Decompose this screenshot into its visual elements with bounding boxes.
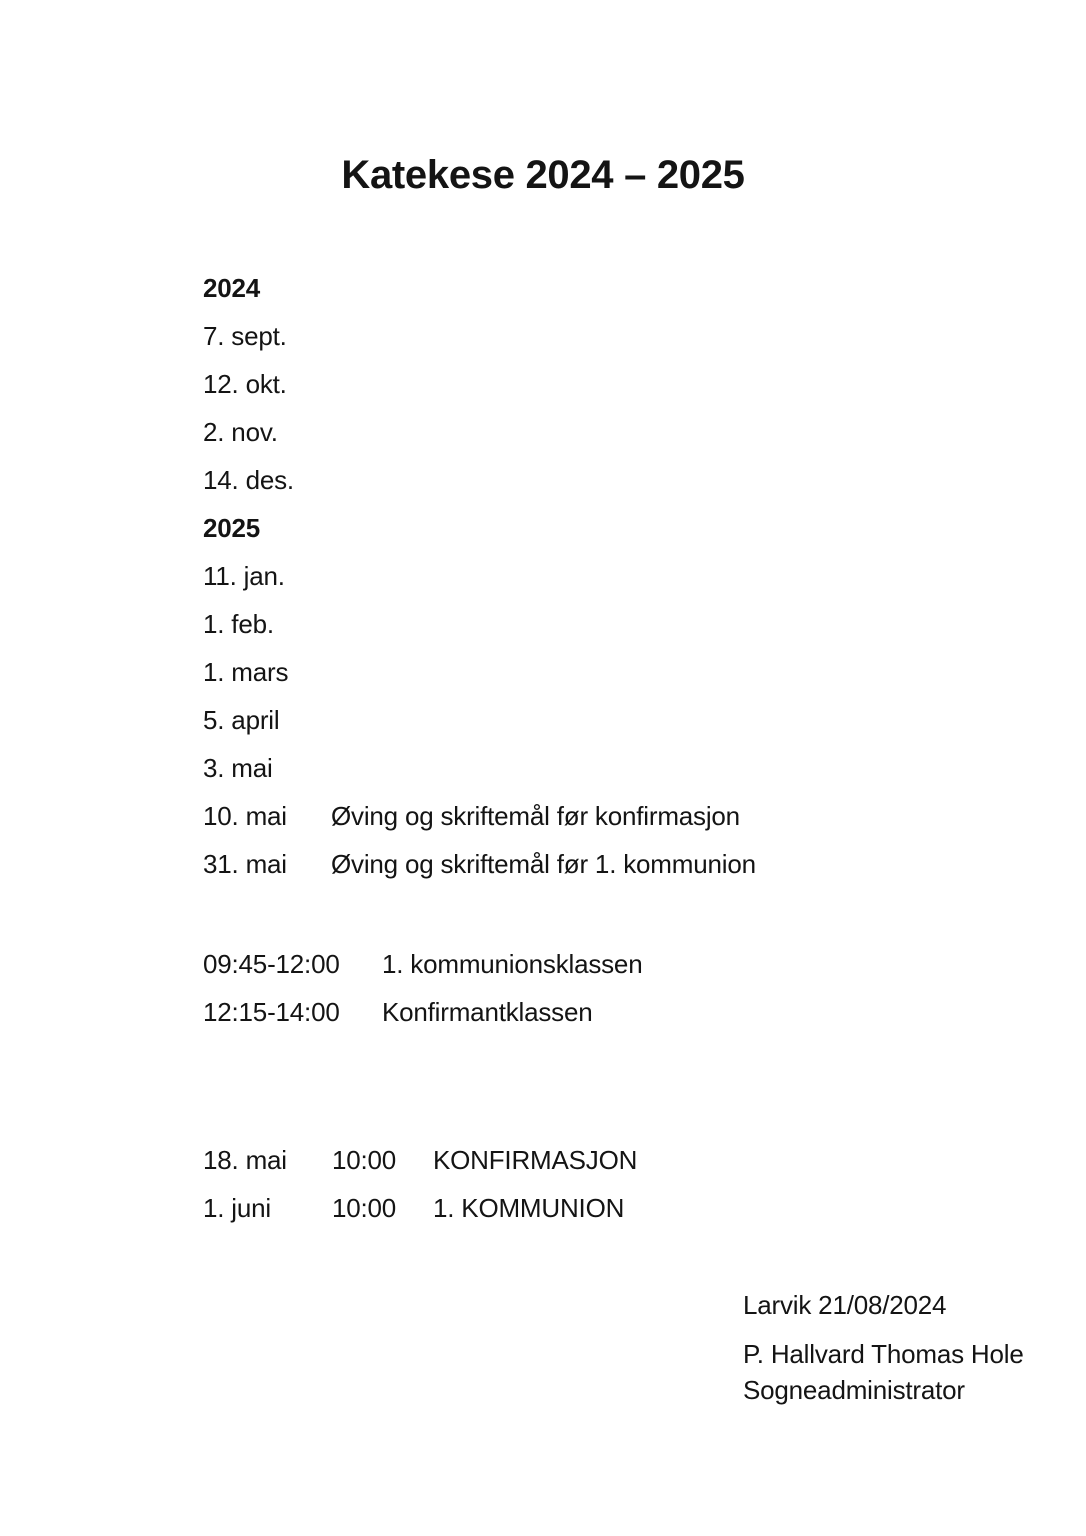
date-item: 1. mars [203,657,289,687]
schedule-dates-section [203,264,756,888]
signature-role: Sogneadministrator [743,1375,965,1405]
signature-name: P. Hallvard Thomas Hole [743,1339,1024,1369]
session-description: Øving og skriftemål før 1. kommunion [331,849,756,879]
date-item: 11. jan. [203,561,285,591]
date-item: 2. nov. [203,417,278,447]
timeslot-class: 1. kommunionsklassen [382,949,643,979]
ceremony-name: 1. KOMMUNION [433,1193,625,1223]
date-item: 1. feb. [203,609,274,639]
ceremony-time: 10:00 [332,1193,397,1223]
document-title: Katekese 2024 – 2025 [341,153,745,197]
signature-place-date: Larvik 21/08/2024 [743,1290,947,1320]
date-item: 12. okt. [203,369,287,399]
session-row [203,840,756,888]
ceremony-name: KONFIRMASJON [433,1145,638,1175]
timeslot-time: 09:45-12:00 [203,949,340,979]
date-item: 5. april [203,705,280,735]
ceremony-date: 1. juni [203,1193,271,1223]
session-row [203,792,740,840]
ceremony-date: 18. mai [203,1145,287,1175]
session-date: 31. mai [203,849,287,879]
session-date: 10. mai [203,801,287,831]
session-description: Øving og skriftemål før konfirmasjon [331,801,740,831]
timeslot-time: 12:15-14:00 [203,997,340,1027]
ceremony-time: 10:00 [332,1145,397,1175]
year-heading-2024: 2024 [203,273,261,303]
date-item: 3. mai [203,753,273,783]
timeslot-class: Konfirmantklassen [382,997,593,1027]
date-item: 7. sept. [203,321,287,351]
signature-block [743,1281,1024,1408]
year-heading-2025: 2025 [203,513,261,543]
date-item: 14. des. [203,465,294,495]
signature-paragraph [743,1336,1024,1408]
